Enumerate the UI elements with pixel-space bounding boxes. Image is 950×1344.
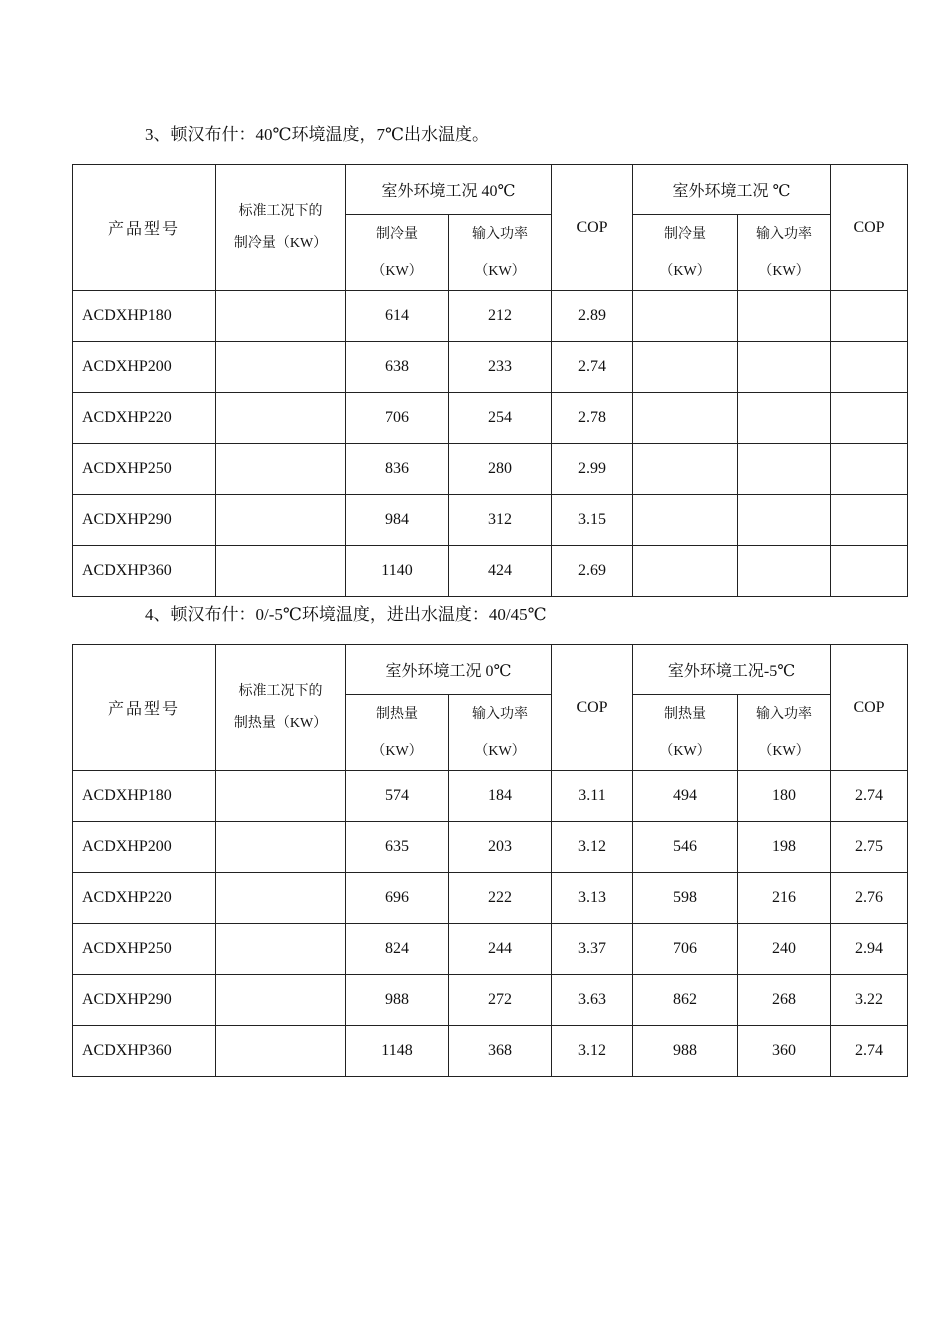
cell-cop-1: 2.99	[552, 444, 633, 495]
cell-model: ACDXHP220	[73, 393, 216, 444]
cell-power-1: 254	[449, 393, 552, 444]
cell-power-2: 216	[738, 873, 831, 924]
table-row	[73, 495, 908, 546]
cell-standard-capacity	[216, 822, 346, 873]
cell-capacity-2	[633, 291, 738, 342]
header-power-2-label: 输入功率	[756, 226, 812, 242]
cell-power-1: 184	[449, 771, 552, 822]
header-condition-1: 室外环境工况 0℃	[346, 645, 552, 695]
cell-cop-2	[831, 495, 908, 546]
header-capacity-2-unit: （KW）	[659, 263, 711, 279]
cell-model: ACDXHP180	[73, 771, 216, 822]
header-power-2-unit: （KW）	[758, 263, 810, 279]
header-cop-1: COP	[552, 165, 633, 291]
cell-standard-capacity	[216, 342, 346, 393]
header-capacity-1-unit: （KW）	[371, 743, 423, 759]
cell-model: ACDXHP290	[73, 975, 216, 1026]
cell-power-2	[738, 495, 831, 546]
cell-power-1: 212	[449, 291, 552, 342]
header-power-1-unit: （KW）	[474, 743, 526, 759]
cell-capacity-1: 1148	[346, 1026, 449, 1077]
table-row	[73, 546, 908, 597]
cell-model: ACDXHP250	[73, 444, 216, 495]
cell-capacity-2: 494	[633, 771, 738, 822]
cell-power-2	[738, 444, 831, 495]
header-model: 产品型号	[73, 165, 216, 291]
cell-capacity-2	[633, 444, 738, 495]
cell-capacity-2: 598	[633, 873, 738, 924]
header-power-2-label: 输入功率	[756, 706, 812, 722]
cell-standard-capacity	[216, 393, 346, 444]
header-capacity-2-unit: （KW）	[659, 743, 711, 759]
table-header-row	[73, 645, 908, 695]
cell-standard-capacity	[216, 546, 346, 597]
header-condition-1: 室外环境工况 40℃	[346, 165, 552, 215]
table-body	[73, 291, 908, 597]
cell-capacity-1: 638	[346, 342, 449, 393]
header-cop-1: COP	[552, 645, 633, 771]
cell-cop-2	[831, 291, 908, 342]
cell-power-2: 240	[738, 924, 831, 975]
cell-standard-capacity	[216, 873, 346, 924]
cell-power-1: 244	[449, 924, 552, 975]
cell-power-2	[738, 393, 831, 444]
cell-power-1: 312	[449, 495, 552, 546]
cell-model: ACDXHP180	[73, 291, 216, 342]
header-capacity-2	[633, 695, 738, 771]
cell-cop-1: 3.15	[552, 495, 633, 546]
table-row	[73, 393, 908, 444]
cell-capacity-2: 706	[633, 924, 738, 975]
cell-model: ACDXHP360	[73, 546, 216, 597]
section-4-heading: 4、顿汉布什：0/-5℃环境温度，进出水温度：40/45℃	[145, 605, 547, 624]
cell-standard-capacity	[216, 1026, 346, 1077]
cell-cop-2: 2.76	[831, 873, 908, 924]
table-row	[73, 342, 908, 393]
header-power-1-unit: （KW）	[474, 263, 526, 279]
cell-power-1: 280	[449, 444, 552, 495]
cell-model: ACDXHP220	[73, 873, 216, 924]
header-standard-line2: 制热量（KW）	[233, 715, 328, 731]
table-row	[73, 1026, 908, 1077]
cell-capacity-2	[633, 342, 738, 393]
cell-power-2	[738, 342, 831, 393]
cell-cop-2: 2.94	[831, 924, 908, 975]
cell-capacity-2	[633, 393, 738, 444]
header-capacity-1	[346, 695, 449, 771]
cell-cop-2: 3.22	[831, 975, 908, 1026]
cell-power-1: 368	[449, 1026, 552, 1077]
header-condition-2: 室外环境工况-5℃	[633, 645, 831, 695]
cell-capacity-2: 546	[633, 822, 738, 873]
header-capacity-1	[346, 215, 449, 291]
header-condition-2: 室外环境工况 ℃	[633, 165, 831, 215]
cell-capacity-1: 574	[346, 771, 449, 822]
cell-capacity-1: 984	[346, 495, 449, 546]
cell-cop-1: 3.12	[552, 1026, 633, 1077]
header-standard-capacity	[216, 165, 346, 291]
header-capacity-1-label: 制冷量	[376, 226, 418, 242]
cell-capacity-1: 614	[346, 291, 449, 342]
header-standard-capacity	[216, 645, 346, 771]
cell-power-2: 180	[738, 771, 831, 822]
cell-power-1: 424	[449, 546, 552, 597]
cell-cop-1: 2.78	[552, 393, 633, 444]
header-power-2	[738, 215, 831, 291]
cell-model: ACDXHP290	[73, 495, 216, 546]
cell-standard-capacity	[216, 771, 346, 822]
table-row	[73, 924, 908, 975]
cell-cop-2	[831, 546, 908, 597]
cell-capacity-1: 836	[346, 444, 449, 495]
cell-power-2	[738, 291, 831, 342]
cell-cop-2	[831, 342, 908, 393]
header-model: 产品型号	[73, 645, 216, 771]
cell-power-1: 233	[449, 342, 552, 393]
cell-cop-1: 3.63	[552, 975, 633, 1026]
cell-capacity-2	[633, 546, 738, 597]
table-row	[73, 822, 908, 873]
header-standard-line1: 标准工况下的	[238, 683, 323, 699]
header-power-2	[738, 695, 831, 771]
header-power-1-label: 输入功率	[472, 226, 528, 242]
cell-capacity-1: 1140	[346, 546, 449, 597]
table-row	[73, 291, 908, 342]
header-capacity-2-label: 制冷量	[664, 226, 706, 242]
cell-power-1: 222	[449, 873, 552, 924]
cell-cop-2	[831, 393, 908, 444]
header-power-1	[449, 215, 552, 291]
cell-power-2: 268	[738, 975, 831, 1026]
header-capacity-1-label: 制热量	[376, 706, 418, 722]
cell-power-2: 198	[738, 822, 831, 873]
cell-cop-2: 2.74	[831, 771, 908, 822]
cell-capacity-2: 862	[633, 975, 738, 1026]
header-power-2-unit: （KW）	[758, 743, 810, 759]
cell-standard-capacity	[216, 924, 346, 975]
cell-standard-capacity	[216, 975, 346, 1026]
header-standard-line2: 制冷量（KW）	[233, 235, 328, 251]
cell-power-2	[738, 546, 831, 597]
cell-standard-capacity	[216, 495, 346, 546]
cell-capacity-2	[633, 495, 738, 546]
table-row	[73, 975, 908, 1026]
cell-power-1: 272	[449, 975, 552, 1026]
cell-cop-2	[831, 444, 908, 495]
table-header-row	[73, 165, 908, 215]
cell-model: ACDXHP250	[73, 924, 216, 975]
cell-cop-1: 3.11	[552, 771, 633, 822]
table-row	[73, 771, 908, 822]
cell-capacity-1: 635	[346, 822, 449, 873]
cell-model: ACDXHP360	[73, 1026, 216, 1077]
table-body	[73, 771, 908, 1077]
cell-cop-1: 2.69	[552, 546, 633, 597]
header-power-1-label: 输入功率	[472, 706, 528, 722]
header-cop-2: COP	[831, 645, 908, 771]
header-standard-line1: 标准工况下的	[238, 203, 323, 219]
cell-model: ACDXHP200	[73, 822, 216, 873]
header-capacity-1-unit: （KW）	[371, 263, 423, 279]
cell-standard-capacity	[216, 291, 346, 342]
cell-cop-1: 3.13	[552, 873, 633, 924]
cell-capacity-2: 988	[633, 1026, 738, 1077]
cell-standard-capacity	[216, 444, 346, 495]
cell-capacity-1: 988	[346, 975, 449, 1026]
header-cop-2: COP	[831, 165, 908, 291]
cell-capacity-1: 696	[346, 873, 449, 924]
cell-cop-2: 2.75	[831, 822, 908, 873]
header-power-1	[449, 695, 552, 771]
cell-power-1: 203	[449, 822, 552, 873]
cell-capacity-1: 824	[346, 924, 449, 975]
header-capacity-2	[633, 215, 738, 291]
cell-cop-1: 3.12	[552, 822, 633, 873]
cooling-performance-table	[72, 164, 908, 597]
section-3-heading: 3、顿汉布什：40℃环境温度，7℃出水温度。	[145, 125, 490, 144]
heating-performance-table	[72, 644, 908, 1077]
cell-cop-1: 2.89	[552, 291, 633, 342]
cell-cop-1: 3.37	[552, 924, 633, 975]
table-row	[73, 444, 908, 495]
header-capacity-2-label: 制热量	[664, 706, 706, 722]
cell-cop-2: 2.74	[831, 1026, 908, 1077]
cell-power-2: 360	[738, 1026, 831, 1077]
table-row	[73, 873, 908, 924]
cell-model: ACDXHP200	[73, 342, 216, 393]
cell-capacity-1: 706	[346, 393, 449, 444]
cell-cop-1: 2.74	[552, 342, 633, 393]
